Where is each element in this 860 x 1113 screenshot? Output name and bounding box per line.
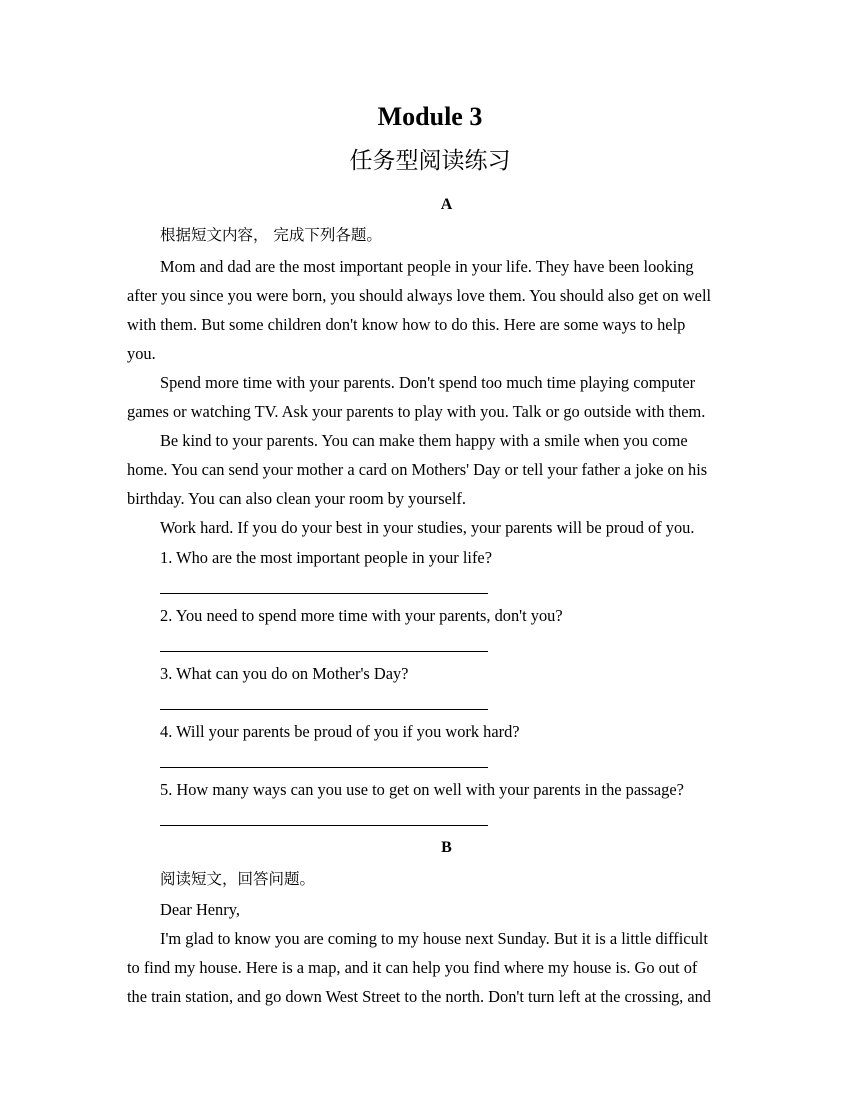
section-b-label: B [441, 839, 452, 856]
passage-line: Mom and dad are the most important people in your life. They have been looking [160, 257, 694, 276]
passage-line: after you since you were born, you should always love them. You should also get on well [127, 286, 712, 305]
passage-line: birthday. You can also clean your room by yourself. [127, 489, 466, 508]
passage-line: Be kind to your parents. You can make them happy with a smile when you come [160, 431, 688, 450]
passage-line: you. [127, 344, 156, 363]
passage-line: the train station, and go down West Street to the north. Don't turn left at the crossing, and [127, 987, 711, 1006]
answer-line-4[interactable] [160, 767, 488, 768]
question-1: 1. Who are the most important people in your life? [160, 548, 492, 567]
question-5: 5. How many ways can you use to get on well with your parents in the passage? [160, 780, 684, 799]
answer-line-1[interactable] [160, 593, 488, 594]
passage-line: games or watching TV. Ask your parents to play with you. Talk or go outside with them. [127, 402, 706, 421]
section-b-instruction: 阅读短文，回答问题。 [160, 870, 316, 888]
section-a-label: A [440, 196, 453, 213]
passage-line: I'm glad to know you are coming to my house next Sunday. But it is a little difficult [160, 929, 708, 948]
passage-line: with them. But some children don't know how to do this. Here are some ways to help [127, 315, 686, 334]
passage-line: home. You can send your mother a card on Mothers' Day or tell your father a joke on his [127, 460, 708, 479]
passage-line: Spend more time with your parents. Don't spend too much time playing computer [160, 373, 696, 392]
answer-line-2[interactable] [160, 651, 488, 652]
page-title: Module 3 [377, 102, 483, 131]
page-subtitle: 任务型阅读练习 [349, 148, 511, 174]
section-a-instruction: 根据短文内容， 完成下列各题。 [160, 226, 382, 244]
question-2: 2. You need to spend more time with your parents, don't you? [160, 606, 563, 625]
passage-line: to find my house. Here is a map, and it can help you find where my house is. Go out of [127, 958, 698, 977]
question-4: 4. Will your parents be proud of you if you work hard? [160, 722, 520, 741]
letter-greeting: Dear Henry, [160, 900, 240, 919]
answer-line-5[interactable] [160, 825, 488, 826]
answer-line-3[interactable] [160, 709, 488, 710]
question-3: 3. What can you do on Mother's Day? [160, 664, 409, 683]
passage-line: Work hard. If you do your best in your studies, your parents will be proud of you. [160, 518, 695, 537]
